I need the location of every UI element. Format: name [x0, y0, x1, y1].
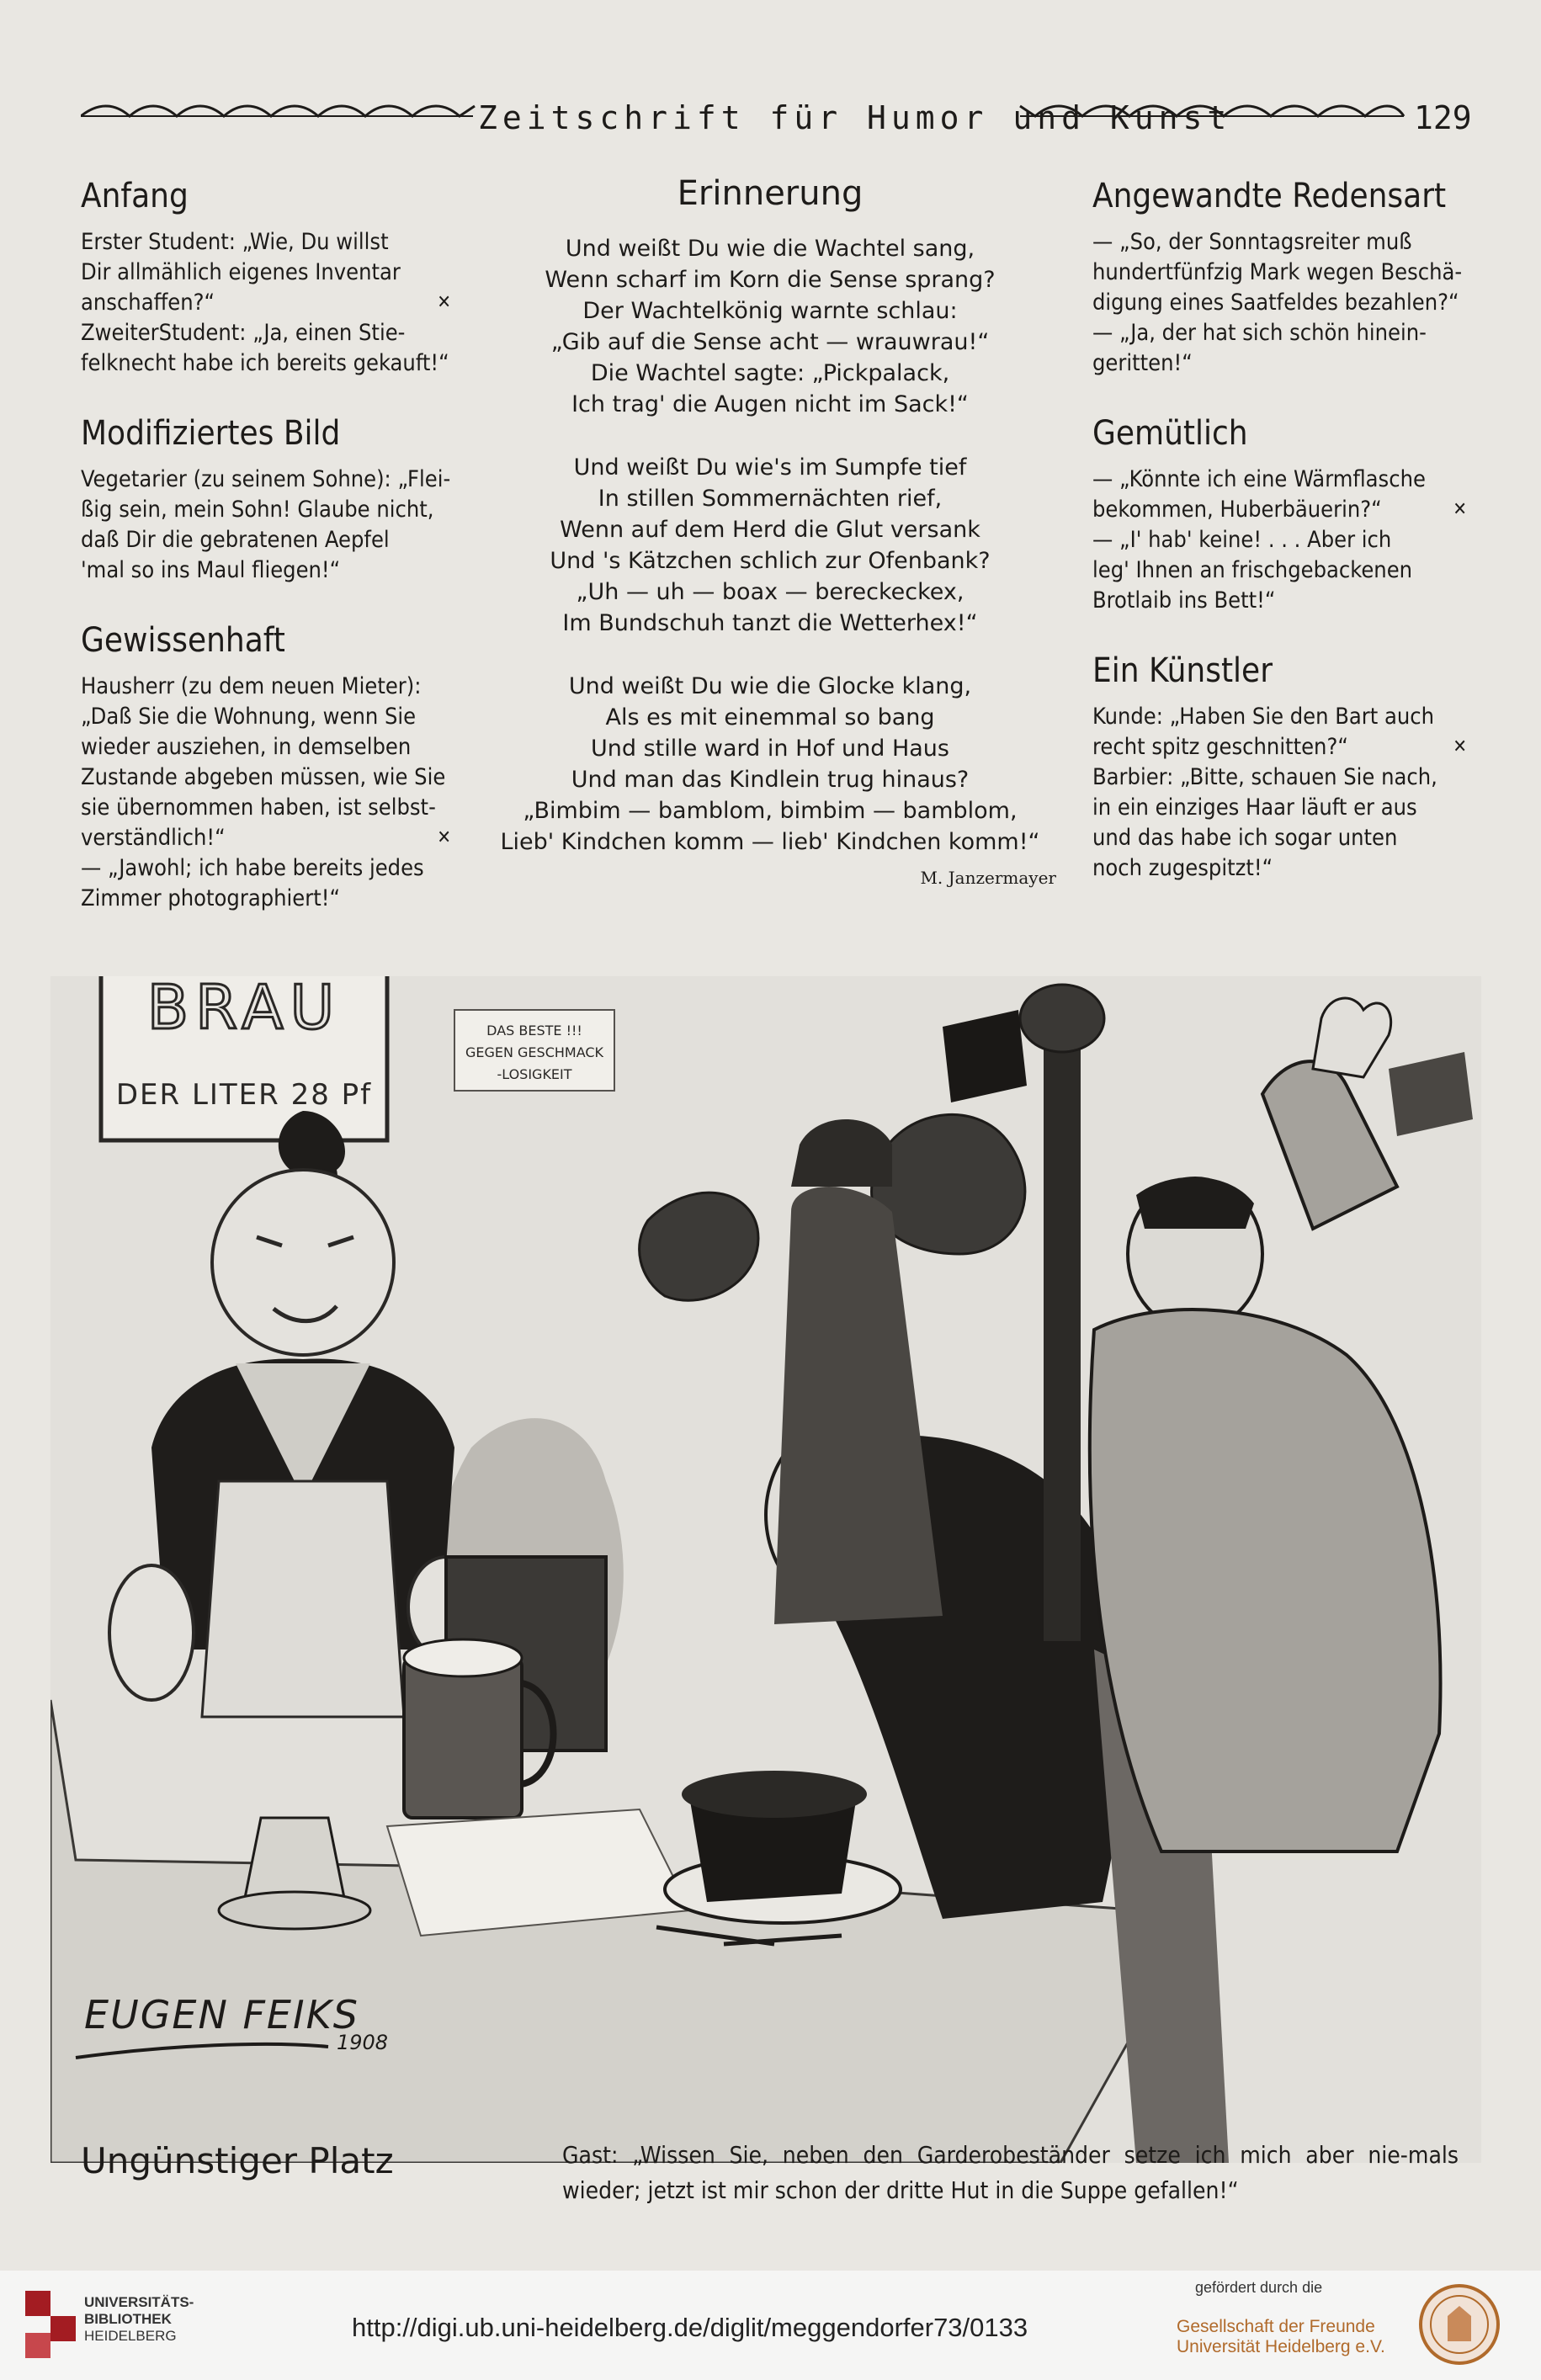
joke-line: sie übernommen haben, ist selbst-: [81, 794, 436, 821]
poem-line: „Uh — uh — boax — bereckeckex,: [576, 579, 964, 605]
joke-heading: Anfang: [81, 177, 189, 215]
humor-placard: [454, 1010, 614, 1091]
poem-line: Als es mit einemmal so bang: [605, 704, 935, 730]
joke-line: bekommen, Huberbäuerin?“ ✕: [1092, 495, 1467, 525]
ornament-icon: ✕: [437, 827, 451, 848]
poem-line: Ich trag' die Augen nicht im Sack!“: [571, 391, 969, 417]
poem-line: Und 's Kätzchen schlich zur Ofenbank?: [550, 548, 991, 574]
university-seal-icon: [1417, 2282, 1501, 2367]
sign-price-text: DER LITER 28 Pf: [115, 1078, 373, 1112]
joke-gemuetlich: [1092, 412, 1467, 616]
joke-line: Barbier: „Bitte, schauen Sie nach,: [1092, 764, 1437, 790]
cartoon-title: Ungünstiger Platz: [81, 2140, 394, 2181]
joke-heading: Gewissenhaft: [81, 621, 285, 660]
joke-line: ZweiterStudent: „Ja, einen Stie-: [81, 320, 406, 346]
poem-line: „Gib auf die Sense acht — wrauwrau!“: [550, 329, 990, 355]
poem-stanza: [484, 671, 1056, 858]
joke-line: wieder ausziehen, in demselben: [81, 734, 412, 760]
joke-heading: Angewandte Redensart: [1092, 177, 1447, 215]
joke-line: — „I' hab' keine! . . . Aber ich: [1092, 527, 1392, 553]
beer-price-sign: [101, 976, 387, 1140]
joke-line: felknecht habe ich bereits gekauft!“: [81, 350, 449, 376]
joke-line: Vegetarier (zu seinem Sohne): „Flei-: [81, 466, 451, 492]
joke-line: recht spitz geschnitten?“ ✕: [1092, 732, 1467, 762]
joke-anfang: [81, 175, 451, 379]
joke-line: — „Könnte ich eine Wärmflasche: [1092, 466, 1426, 492]
poem-title: Erinnerung: [677, 174, 863, 213]
joke-line: und das habe ich sogar unten: [1092, 825, 1398, 851]
signature-year: 1908: [337, 2031, 389, 2054]
sponsored-by-label: gefördert durch die: [1195, 2279, 1323, 2296]
joke-line: — „Ja, der hat sich schön hinein-: [1092, 320, 1427, 346]
joke-line: Erster Student: „Wie, Du willst: [81, 229, 389, 255]
joke-modifiziertes-bild: [81, 412, 451, 586]
joke-line: — „So, der Sonntagsreiter muß: [1092, 229, 1412, 255]
joke-line: digung eines Saatfeldes bezahlen?“: [1092, 290, 1459, 316]
joke-heading: Modifiziertes Bild: [81, 414, 341, 453]
cartoon-illustration: [50, 976, 1481, 2163]
poem-line: Die Wachtel sagte: „Pickpalack,: [590, 360, 950, 386]
sponsor-society-name: Gesellschaft der Freunde Universität Heidelberg e.V.: [1177, 2317, 1385, 2356]
joke-line: leg' Ihnen an frischgebackenen: [1092, 557, 1413, 583]
poem-erinnerung: [484, 173, 1056, 894]
permalink-url[interactable]: http://digi.ub.uni-heidelberg.de/diglit/meggendorfer73/0133: [352, 2313, 1028, 2342]
poem-line: Und weißt Du wie's im Sumpfe tief: [573, 454, 967, 481]
joke-heading: Gemütlich: [1092, 414, 1248, 453]
poem-line: Und weißt Du wie die Glocke klang,: [568, 673, 972, 699]
joke-line: noch zugespitzt!“: [1092, 855, 1273, 881]
joke-line: daß Dir die gebratenen Aepfel: [81, 527, 390, 553]
digital-library-footer: [0, 2271, 1541, 2380]
joke-line: anschaffen?“ ✕: [81, 288, 451, 318]
signature-text: EUGEN FEIKS: [84, 1992, 359, 2037]
placard-line: DAS BESTE !!!: [486, 1023, 582, 1039]
poem-line: „Bimbim — bamblom, bimbim — bamblom,: [523, 798, 1018, 824]
joke-line: 'mal so ins Maul fliegen!“: [81, 557, 341, 583]
joke-line: Hausherr (zu dem neuen Mieter):: [81, 673, 422, 699]
header-ornament-right: [1018, 99, 1405, 128]
poem-line: Der Wachtelkönig warnte schlau:: [582, 298, 958, 324]
poem-line: Und man das Kindlein trug hinaus?: [571, 767, 970, 793]
joke-line: verständlich!“ ✕: [81, 823, 451, 853]
joke-line: Kunde: „Haben Sie den Bart auch: [1092, 704, 1435, 730]
right-column: [1092, 175, 1467, 917]
header-ornament-left: [81, 99, 476, 128]
joke-line: Brotlaib ins Bett!“: [1092, 587, 1276, 614]
joke-line: „Daß Sie die Wohnung, wenn Sie: [81, 704, 417, 730]
poem-line: Lieb' Kindchen komm — lieb' Kindchen komm!“: [500, 829, 1040, 855]
joke-line: Zustande abgeben müssen, wie Sie: [81, 764, 446, 790]
poem-line: Und weißt Du wie die Wachtel sang,: [565, 236, 975, 262]
poem-line: In stillen Sommernächten rief,: [598, 486, 943, 512]
header-title: Zeitschrift für Humor und Kunst: [478, 99, 1232, 136]
joke-gewissenhaft: [81, 619, 451, 914]
cartoon-caption: Gast: „Wissen Sie, neben den Garderobeständer setze ich mich aber nie-mals wieder; jetzt ist mir schon der dritte Hut in die Suppe gefallen!“: [562, 2141, 1459, 2204]
joke-line: Zimmer photographiert!“: [81, 885, 341, 911]
joke-line: ßig sein, mein Sohn! Glaube nicht,: [81, 497, 434, 523]
joke-heading: Ein Künstler: [1092, 651, 1273, 690]
joke-ein-kuenstler: [1092, 650, 1467, 884]
poem-line: Und stille ward in Hof und Haus: [590, 736, 949, 762]
poem-stanza: [484, 233, 1056, 420]
poem-stanza: [484, 452, 1056, 639]
placard-line: -LOSIGKEIT: [497, 1066, 572, 1082]
sign-main-text: BRAU: [146, 976, 342, 1043]
library-logo-icon: [25, 2291, 76, 2358]
placard-line: GEGEN GESCHMACK: [465, 1044, 604, 1060]
ornament-icon: ✕: [1453, 499, 1467, 520]
joke-line: — „Jawohl; ich habe bereits jedes: [81, 855, 424, 881]
poem-author: M. Janzermayer: [920, 868, 1056, 888]
library-name: UNIVERSITÄTS- BIBLIOTHEK HEIDELBERG: [84, 2294, 194, 2344]
joke-angewandte-redensart: [1092, 175, 1467, 379]
joke-line: Dir allmählich eigenes Inventar: [81, 259, 401, 285]
left-column: [81, 175, 451, 948]
joke-line: geritten!“: [1092, 350, 1193, 376]
ornament-icon: ✕: [1453, 736, 1467, 757]
poem-line: Im Bundschuh tanzt die Wetterhex!“: [562, 610, 978, 636]
poem-line: Wenn auf dem Herd die Glut versank: [560, 517, 980, 543]
joke-line: in ein einziges Haar läuft er aus: [1092, 794, 1417, 821]
page-number: 129: [1414, 99, 1472, 136]
poem-line: Wenn scharf im Korn die Sense sprang?: [545, 267, 996, 293]
top-hat-in-soup: [682, 1771, 867, 1902]
joke-line: hundertfünfzig Mark wegen Beschä-: [1092, 259, 1463, 285]
ornament-icon: ✕: [437, 292, 451, 313]
